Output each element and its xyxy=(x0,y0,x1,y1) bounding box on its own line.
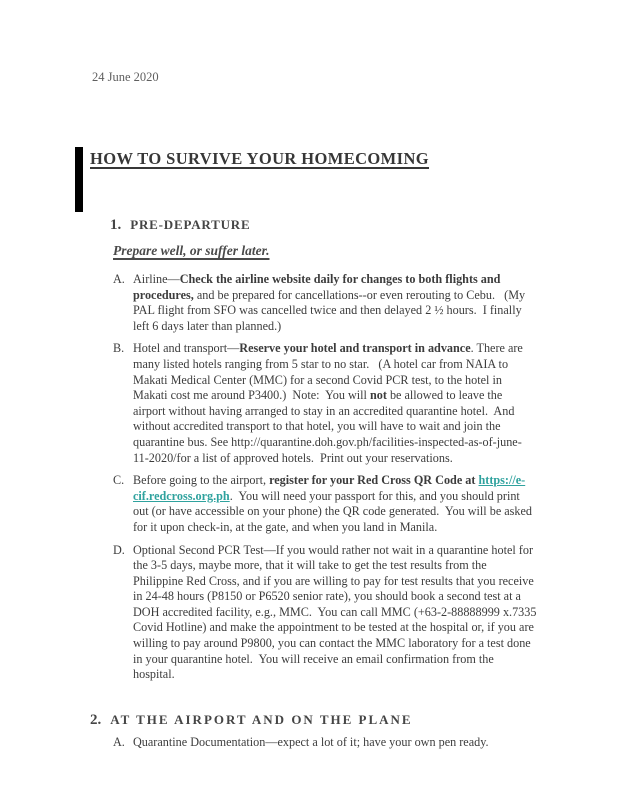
section-2 xyxy=(0,711,618,751)
item-letter: B. xyxy=(113,341,125,356)
item-letter: D. xyxy=(113,542,125,557)
section-heading-label: AT THE AIRPORT AND ON THE PLANE xyxy=(110,711,413,727)
list-item xyxy=(113,543,618,683)
item-list xyxy=(113,272,618,683)
item-letter: A. xyxy=(113,272,125,286)
item-text xyxy=(133,473,537,535)
list-item xyxy=(113,341,618,466)
section-heading-label: PRE-DEPARTURE xyxy=(130,217,251,232)
text-run: . There are many listed hotels ranging from 5 star to no star. (A hotel car from NAIA to Makati Medical Center (MMC) for a second Covid PCR test, to the hotel in Makati cost me around P3400.) Note: You will xyxy=(133,341,526,403)
item-text xyxy=(133,341,537,466)
item-list xyxy=(113,735,618,751)
text-run: Hotel and transport— xyxy=(133,341,240,356)
text-run: Before going to the airport, xyxy=(133,473,270,488)
list-item xyxy=(113,473,618,535)
section-number: 1. xyxy=(110,217,122,233)
title-block xyxy=(75,147,429,212)
document-title: HOW TO SURVIVE YOUR HOMECOMING xyxy=(90,149,430,168)
item-letter: C. xyxy=(113,473,125,488)
redcross-qr-code-link[interactable]: https://e-cif.redcross.org.ph xyxy=(133,473,526,503)
text-run: Check the airline website daily for changes to both flights and procedures, xyxy=(133,272,504,302)
list-item xyxy=(113,272,618,334)
section-subtitle: Prepare well, or suffer later. xyxy=(113,243,270,258)
text-run: Airline— xyxy=(133,272,180,286)
text-run: be allowed to leave the airport without having arranged to stay in an accredited quarantine hotel. And without accredited transport to that hotel, you will have to wait and join the quarantine bus. See http://quarantine.doh.gov.ph/facilities-inspected-as-of-june-11-2020/for a list of approved hotels. Print out your reservations. xyxy=(133,388,522,465)
item-text xyxy=(133,542,540,683)
item-text xyxy=(133,272,537,334)
section-1 xyxy=(0,216,618,683)
text-run: not xyxy=(369,388,387,403)
item-letter: A. xyxy=(113,734,125,749)
text-run: register for your Red Cross QR Code at xyxy=(269,473,479,488)
section-heading xyxy=(110,216,618,234)
date-line: 24 June 2020 xyxy=(92,70,159,84)
section-number: 2. xyxy=(90,711,102,728)
list-item xyxy=(113,735,618,751)
text-run: Reserve your hotel and transport in advance xyxy=(239,341,471,356)
text-run: Optional Second PCR Test—If you would rather not wait in a quarantine hotel for the 3-5 days, maybe more, that it will take to get the test results from the Philippine Red Cross, and if you are willing to pay for test results that you receive in 24-48 hours (P8150 or P6520 senior rate), you should book a second test at a DOH accredited facility, e.g., MMC. You can call MMC (+63-2-88888999 x.7335 Covid Hotline) and make the appointment to be tested at the hospital or, if you are willing to pay around P9800, you can contact the MMC laboratory for a test done in your quarantine hotel. You will receive an email confirmation from the hospital. xyxy=(133,542,540,682)
section-heading xyxy=(90,711,618,729)
text-run: . You will need your passport for this, and you should print out (or have accessible on your phone) the QR code generated. You will be asked for it upon check-in, at the gate, and when you land in Manila. xyxy=(133,488,536,534)
title-sidebar-decoration xyxy=(75,147,83,212)
text-run: Quarantine Documentation—expect a lot of it; have your own pen ready. xyxy=(133,734,489,749)
text-run: and be prepared for cancellations--or even rerouting to Cebu. (My PAL flight from SFO was cancelled twice and then delayed 2 ½ hours. I finally left 6 days later than planned.) xyxy=(133,287,529,333)
sections-container xyxy=(0,216,618,757)
item-text xyxy=(133,735,537,751)
